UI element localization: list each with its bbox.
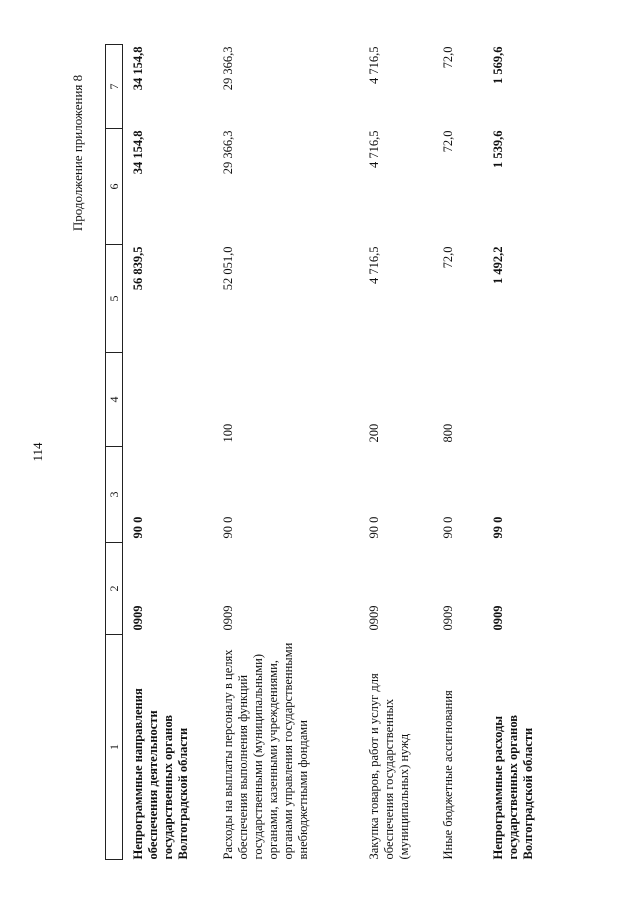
amount-col6: 4 716,5 — [367, 130, 381, 168]
target-code: 99 0 — [491, 516, 505, 539]
amount-col7: 34 154,8 — [131, 46, 145, 91]
column-header: 2 — [106, 543, 123, 635]
row-name: Иные бюджетные ассигнования — [441, 690, 455, 860]
column-header: 6 — [106, 129, 123, 245]
amount-col6: 1 539,6 — [491, 130, 505, 168]
amount-col6: 72,0 — [441, 130, 455, 153]
amount-col5: 52 051,0 — [221, 246, 235, 291]
column-header: 7 — [106, 45, 123, 129]
table-row — [123, 45, 214, 860]
target-code: 90 0 — [367, 516, 381, 539]
amount-col7: 72,0 — [441, 46, 455, 69]
header-row — [106, 45, 123, 860]
table-row — [483, 45, 567, 860]
amount-col5: 72,0 — [441, 246, 455, 269]
column-header: 5 — [106, 245, 123, 353]
amount-col5: 1 492,2 — [491, 246, 505, 284]
amount-col7: 29 366,3 — [221, 46, 235, 91]
budget-table — [105, 44, 567, 860]
amount-col6: 34 154,8 — [131, 130, 145, 175]
column-header: 1 — [106, 635, 123, 860]
rotated-table-container — [105, 45, 585, 860]
table-row — [359, 45, 433, 860]
row-name: Непрограммные расходы государственных органов Волгоградской области — [491, 714, 535, 860]
target-code: 90 0 — [221, 516, 235, 539]
amount-col7: 4 716,5 — [367, 46, 381, 84]
page-number: 114 — [30, 442, 45, 462]
section-code: 0909 — [491, 605, 505, 631]
amount-col5: 56 839,5 — [131, 246, 145, 291]
section-code: 0909 — [221, 605, 235, 631]
section-code: 0909 — [441, 605, 455, 631]
row-name: Закупка товаров, работ и услуг для обеспечения государственных (муниципальных) нужд — [367, 673, 411, 860]
column-header: 4 — [106, 353, 123, 447]
expense-type-code: 100 — [221, 423, 235, 443]
target-code: 90 0 — [131, 516, 145, 539]
amount-col5: 4 716,5 — [367, 246, 381, 284]
column-header: 3 — [106, 447, 123, 543]
amount-col6: 29 366,3 — [221, 130, 235, 175]
expense-type-code: 200 — [367, 423, 381, 443]
table-row — [213, 45, 359, 860]
table-row — [433, 45, 483, 860]
expense-type-code: 800 — [441, 423, 455, 443]
section-code: 0909 — [131, 605, 145, 631]
expense-type-code — [483, 353, 567, 447]
row-name: Непрограммные направления обеспечения деятельности государственных органов Волгоградской области — [131, 688, 190, 860]
amount-col7: 1 569,6 — [491, 46, 505, 84]
appendix-continuation-note: Продолжение приложения 8 — [70, 74, 85, 232]
row-name: Расходы на выплаты персоналу в целях обеспечения выполнения функций государственными (муниципальными) органами, казенными учреждениями, органами управления государственными внебюджетными фондами — [221, 642, 310, 860]
target-code: 90 0 — [441, 516, 455, 539]
section-code: 0909 — [367, 605, 381, 631]
expense-type-code — [123, 353, 214, 447]
